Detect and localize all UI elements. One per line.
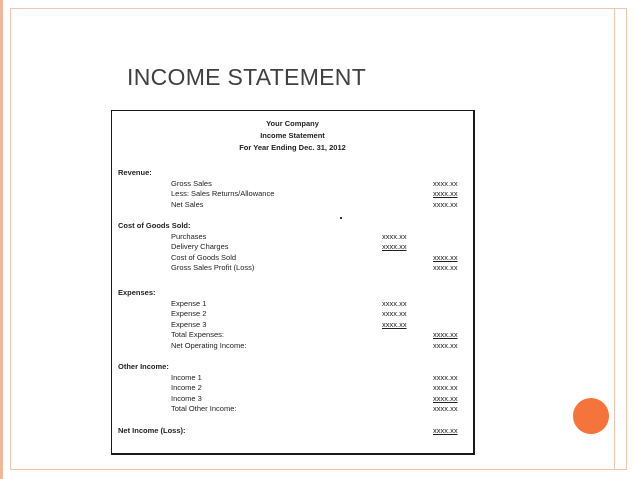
stray-dot xyxy=(340,217,342,219)
row-value-subtotal: xxxx.xx xyxy=(382,242,407,252)
statement-period: For Year Ending Dec. 31, 2012 xyxy=(239,143,346,152)
row-label: Gross Sales xyxy=(171,179,212,188)
row-value-total: xxxx.xx xyxy=(433,383,458,393)
row-value-total: xxxx.xx xyxy=(433,340,458,350)
row-label: Expense 1 xyxy=(171,299,207,308)
row-value-total: xxxx.xx xyxy=(433,373,458,382)
net-income-label: Net Income (Loss): xyxy=(118,426,186,435)
decorative-orange-circle xyxy=(571,396,611,436)
section-heading: Expenses: xyxy=(118,288,156,297)
row-value-total: xxxx.xx xyxy=(433,393,458,403)
section-heading: Other Income: xyxy=(118,362,169,371)
row-value-total: xxxx.xx xyxy=(433,252,458,262)
statement-name: Income Statement xyxy=(260,131,325,140)
row-label: Cost of Goods Sold xyxy=(171,252,237,262)
row-label: Net Sales xyxy=(171,199,204,209)
section-heading: Cost of Goods Sold: xyxy=(118,221,191,230)
row-value-total: xxxx.xx xyxy=(433,330,458,340)
row-label: Income 3 xyxy=(171,393,202,403)
slide-title: INCOME STATEMENT xyxy=(127,64,367,90)
row-label: Expense 3 xyxy=(171,319,207,329)
row-label: Purchases xyxy=(171,232,207,241)
row-value-total: xxxx.xx xyxy=(433,199,458,209)
section-heading: Revenue: xyxy=(118,168,152,177)
row-label: Less: Sales Returns/Allowance xyxy=(171,189,275,199)
row-value-subtotal: xxxx.xx xyxy=(382,309,407,319)
row-label: Delivery Charges xyxy=(171,242,229,252)
row-label: Total Other Income: xyxy=(171,404,237,414)
row-value-total: xxxx.xx xyxy=(433,263,458,273)
net-income-value: xxxx.xx xyxy=(433,426,458,435)
row-value-total: xxxx.xx xyxy=(433,189,458,199)
slide-border-inner-right xyxy=(614,8,615,470)
row-label: Net Operating Income: xyxy=(171,340,247,350)
company-name: Your Company xyxy=(266,119,319,128)
row-value-total: xxxx.xx xyxy=(433,179,458,188)
slide-border-left xyxy=(0,0,3,479)
row-label: Gross Sales Profit (Loss) xyxy=(171,263,255,273)
row-value-total: xxxx.xx xyxy=(433,404,458,414)
row-label: Expense 2 xyxy=(171,309,207,319)
income-statement-document xyxy=(111,110,475,455)
row-label: Income 2 xyxy=(171,383,202,393)
row-label: Income 1 xyxy=(171,373,202,382)
row-value-subtotal: xxxx.xx xyxy=(382,232,407,241)
row-label: Total Expenses: xyxy=(171,330,224,340)
row-value-subtotal: xxxx.xx xyxy=(382,299,407,308)
row-value-subtotal: xxxx.xx xyxy=(382,319,407,329)
